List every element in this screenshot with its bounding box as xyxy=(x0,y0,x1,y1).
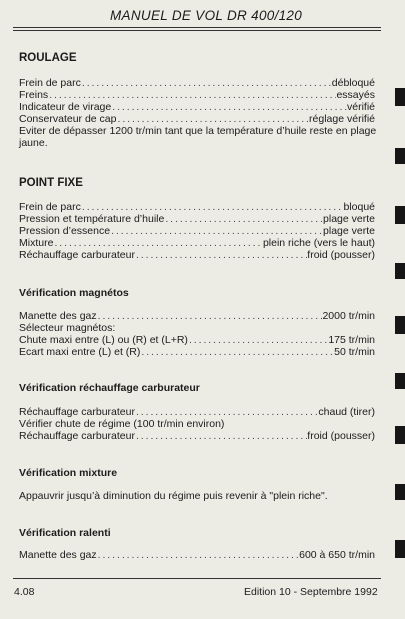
index-tab-mark xyxy=(395,426,405,444)
checklist-row: Pression et température d’huile . . . plage verte xyxy=(19,213,375,226)
subsection-title-magnetos: Vérification magnétos xyxy=(19,287,129,299)
index-tab-mark xyxy=(395,88,405,106)
subsection-title-mixture: Vérification mixture xyxy=(19,467,118,479)
checklist-row: Chute maxi entre (L) ou (R) et (L+R) . . . 175 tr/min xyxy=(19,334,375,347)
roulage-note-line2: jaune. xyxy=(19,137,48,149)
checklist-row: Conservateur de cap . . . réglage vérifié xyxy=(19,113,375,126)
index-tab-mark xyxy=(395,263,405,279)
checklist-row: Réchauffage carburateur . . . chaud (tirer) xyxy=(19,406,375,419)
checklist-row: Réchauffage carburateur . . . froid (pousser) xyxy=(19,430,375,443)
page-number: 4.08 xyxy=(14,586,35,598)
checklist-row: Réchauffage carburateur . . . froid (pousser) xyxy=(19,249,375,262)
index-tab-mark xyxy=(395,316,405,334)
page-header-title: MANUEL DE VOL DR 400/120 xyxy=(110,8,303,23)
checklist-row: Mixture . . . plein riche (vers le haut) xyxy=(19,237,375,250)
checklist-row: Manette des gaz . . . 2000 tr/min xyxy=(19,310,375,323)
checklist-row: Freins . . . essayés xyxy=(19,89,375,102)
checklist-row: Indicateur de virage . . . vérifié xyxy=(19,101,375,114)
checklist-row: Frein de parc . . . bloqué xyxy=(19,201,375,214)
index-tab-mark xyxy=(395,206,405,224)
roulage-note-line1: Eviter de dépasser 1200 tr/min tant que la température d’huile reste en plage xyxy=(19,125,377,137)
subsection-title-ralenti: Vérification ralenti xyxy=(19,527,111,539)
checklist-row: Manette des gaz . . . 600 à 650 tr/min xyxy=(19,549,375,562)
index-tab-mark xyxy=(395,148,405,164)
header-rule xyxy=(13,27,381,28)
edition-label: Edition 10 - Septembre 1992 xyxy=(244,586,378,598)
footer-rule xyxy=(13,578,381,579)
section-title-point-fixe: POINT FIXE xyxy=(19,177,83,189)
section-title-roulage: ROULAGE xyxy=(19,52,77,64)
rechauffage-check-line: Vérifier chute de régime (100 tr/min environ) xyxy=(19,418,225,430)
checklist-row: Pression d’essence . . . plage verte xyxy=(19,225,375,238)
checklist-row: Ecart maxi entre (L) et (R) . . . 50 tr/min xyxy=(19,346,375,359)
subsection-title-rechauffage: Vérification réchauffage carburateur xyxy=(19,382,200,394)
mixture-instruction: Appauvrir jusqu’à diminution du régime puis revenir à "plein riche". xyxy=(19,490,328,502)
index-tab-mark xyxy=(395,484,405,500)
index-tab-mark xyxy=(395,373,405,389)
checklist-row: Frein de parc . . . débloqué xyxy=(19,77,375,90)
magnetos-selector-line: Sélecteur magnétos: xyxy=(19,322,116,334)
header-rule-double xyxy=(13,30,381,31)
index-tab-mark xyxy=(395,540,405,558)
